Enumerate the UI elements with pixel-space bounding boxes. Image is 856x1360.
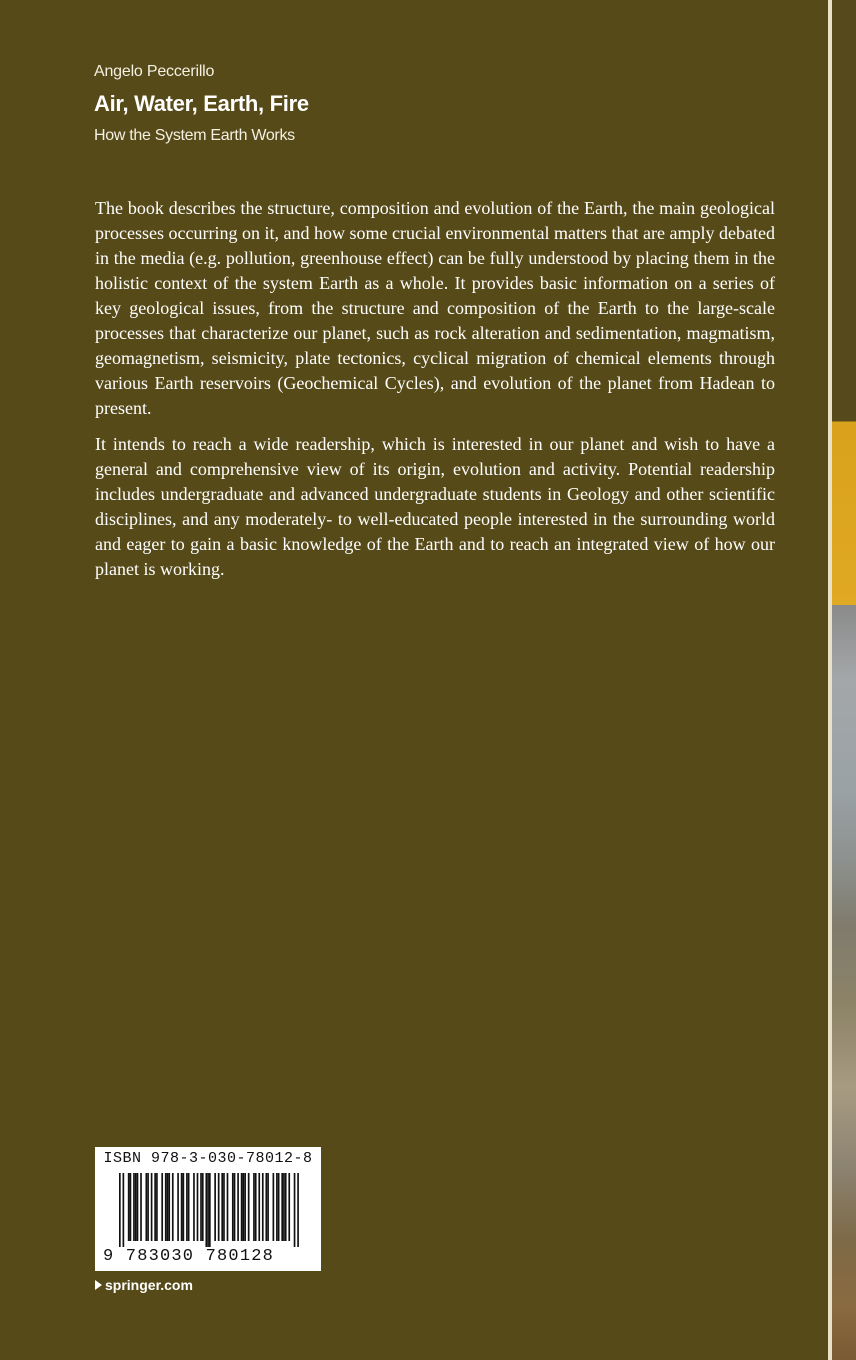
barcode-bar (133, 1173, 135, 1241)
barcode-bar (243, 1173, 245, 1241)
barcode-bar (156, 1173, 158, 1241)
barcode-bar (214, 1173, 216, 1241)
barcode-bar (172, 1173, 174, 1241)
barcode-bar (288, 1173, 290, 1241)
barcode-bar (294, 1173, 296, 1247)
barcode-bar (128, 1173, 130, 1241)
barcode-bar (265, 1173, 267, 1241)
isbn-label: ISBN 978-3-030-78012-8 (103, 1150, 313, 1167)
barcode-bar (186, 1173, 188, 1241)
isbn-barcode (95, 1147, 321, 1271)
barcode-bar (151, 1173, 153, 1241)
barcode-bar (218, 1173, 220, 1241)
barcode-bar (119, 1173, 121, 1247)
barcode-bar (241, 1173, 243, 1241)
barcode-bar (237, 1173, 239, 1241)
barcode-bar (202, 1173, 204, 1241)
barcode-bar (297, 1173, 299, 1247)
barcode-bar (234, 1173, 236, 1241)
barcode-bar (232, 1173, 234, 1241)
barcode-bar (285, 1173, 287, 1241)
barcode-bar (258, 1173, 260, 1241)
barcode-bar (255, 1173, 257, 1241)
barcode-bar (278, 1173, 280, 1241)
spine-strip (832, 0, 856, 1360)
barcode-bar (273, 1173, 275, 1241)
barcode-bar (253, 1173, 255, 1241)
publisher-link[interactable] (95, 1277, 193, 1293)
barcode-bar (221, 1173, 223, 1241)
barcode-bar (227, 1173, 229, 1241)
barcode-bar (154, 1173, 156, 1241)
barcode-bar (161, 1173, 163, 1241)
barcode-bar (130, 1173, 132, 1241)
barcode-bar (177, 1173, 179, 1241)
barcode-bar (283, 1173, 285, 1241)
barcode-bar (207, 1173, 209, 1247)
barcode-bar (140, 1173, 142, 1241)
barcode-bar (281, 1173, 283, 1241)
barcode-bar (145, 1173, 147, 1241)
blurb-paragraph: It intends to reach a wide readership, which is interested in our planet and wish to have a general and comprehensive view of its origin, evolution and activity. Potential readership includes undergraduate and advanced undergraduate students in Geology and other scientific disciplines, and any moderately- to well-educated people interested in the surrounding world and eager to gain a basic knowledge of the Earth and to reach an integrated view of how our planet is working. (95, 434, 775, 579)
barcode-bar (123, 1173, 125, 1247)
blurb (95, 196, 775, 593)
barcode-bar (137, 1173, 139, 1241)
book-subtitle: How the System Earth Works (94, 127, 295, 144)
barcode-bar (197, 1173, 199, 1241)
blurb-paragraph: The book describes the structure, composition and evolution of the Earth, the main geological processes occurring on it, and how some crucial environmental matters that are amply debated in the media (e.g. pollution, greenhouse effect) can be fully understood by placing them in the holistic context of the system Earth as a whole. It provides basic information on a series of key geological issues, from the structure and composition of the Earth to the large-scale processes that characterize our planet, such as rock alteration and sedimentation, magmatism, geomagnetism, seismicity, plate tectonics, cyclical migration of chemical elements through various Earth reservoirs (Geochemical Cycles), and evolution of the planet from Hadean to present. (95, 198, 775, 418)
barcode-bars (119, 1173, 299, 1247)
publisher-url: springer.com (105, 1277, 193, 1293)
barcode-bar (205, 1173, 207, 1247)
barcode-bar (267, 1173, 269, 1241)
barcode-bar (165, 1173, 167, 1241)
barcode-bar (209, 1173, 211, 1247)
barcode-bar (193, 1173, 195, 1241)
book-title: Air, Water, Earth, Fire (94, 91, 309, 116)
barcode-bar (168, 1173, 170, 1241)
barcode-bar (244, 1173, 246, 1241)
author-name: Angelo Peccerillo (94, 63, 215, 80)
barcode-bar (181, 1173, 183, 1241)
barcode-bar (188, 1173, 190, 1241)
barcode-bar (135, 1173, 137, 1241)
barcode-bar (223, 1173, 225, 1241)
arrow-right-icon (95, 1280, 102, 1290)
barcode-bar (167, 1173, 169, 1241)
barcode-bar (276, 1173, 278, 1241)
barcode-bar (200, 1173, 202, 1241)
isbn-digits: 9 783030 780128 (103, 1247, 275, 1266)
barcode-bar (248, 1173, 250, 1241)
barcode-bar (147, 1173, 149, 1241)
barcode-bar (183, 1173, 185, 1241)
barcode-bar (262, 1173, 264, 1241)
